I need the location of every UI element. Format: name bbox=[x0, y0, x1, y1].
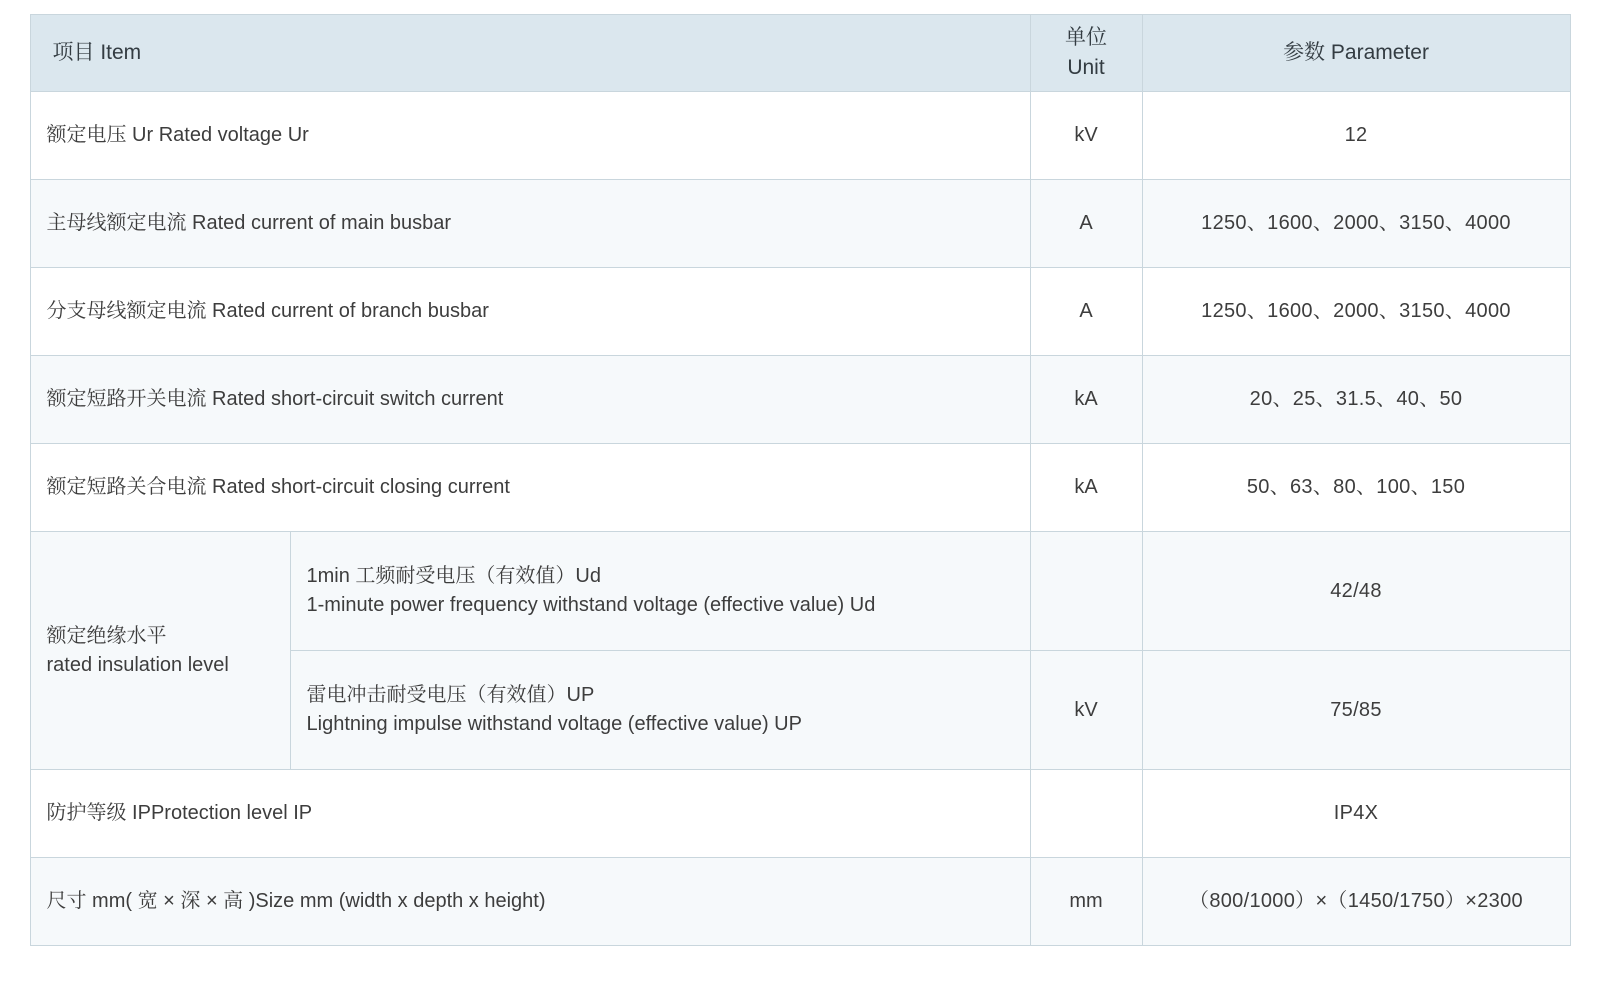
subitem-en: Lightning impulse withstand voltage (effective value) UP bbox=[306, 713, 802, 735]
table-row bbox=[30, 356, 1570, 444]
row-unit: A bbox=[1030, 268, 1142, 356]
header-parameter: 参数 Parameter bbox=[1142, 15, 1570, 92]
row-item: 尺寸 mm( 宽 × 深 × 高 )Size mm (width x depth x height) bbox=[30, 858, 1030, 946]
row-unit: kA bbox=[1030, 356, 1142, 444]
subitem-cn: 1min 工频耐受电压（有效值）Ud bbox=[306, 565, 601, 587]
specification-table bbox=[30, 14, 1571, 946]
header-item: 项目 Item bbox=[30, 15, 1030, 92]
row-item: 额定短路开关电流 Rated short-circuit switch current bbox=[30, 356, 1030, 444]
row-unit: A bbox=[1030, 180, 1142, 268]
subitem-cn: 雷电冲击耐受电压（有效值）UP bbox=[306, 684, 595, 706]
row-unit: kV bbox=[1030, 651, 1142, 770]
row-unit: kA bbox=[1030, 444, 1142, 532]
table-row bbox=[30, 180, 1570, 268]
row-item: 分支母线额定电流 Rated current of branch busbar bbox=[30, 268, 1030, 356]
table-row bbox=[30, 268, 1570, 356]
row-parameter: 1250、1600、2000、3150、4000 bbox=[1142, 268, 1570, 356]
row-parameter: （800/1000）×（1450/1750）×2300 bbox=[1142, 858, 1570, 946]
row-parameter: 20、25、31.5、40、50 bbox=[1142, 356, 1570, 444]
table-row bbox=[30, 770, 1570, 858]
row-item: 额定短路关合电流 Rated short-circuit closing current bbox=[30, 444, 1030, 532]
row-parameter: 12 bbox=[1142, 92, 1570, 180]
row-subitem bbox=[290, 651, 1030, 770]
row-unit: kV bbox=[1030, 92, 1142, 180]
row-item-insulation bbox=[30, 532, 290, 770]
row-unit bbox=[1030, 532, 1142, 651]
row-subitem bbox=[290, 532, 1030, 651]
table-row bbox=[30, 858, 1570, 946]
row-item: 额定电压 Ur Rated voltage Ur bbox=[30, 92, 1030, 180]
row-parameter: 75/85 bbox=[1142, 651, 1570, 770]
row-item: 主母线额定电流 Rated current of main busbar bbox=[30, 180, 1030, 268]
table-row bbox=[30, 92, 1570, 180]
table-header bbox=[30, 15, 1570, 92]
row-unit bbox=[1030, 770, 1142, 858]
insulation-item-en: rated insulation level bbox=[46, 653, 229, 676]
row-parameter: 1250、1600、2000、3150、4000 bbox=[1142, 180, 1570, 268]
table-row-insulation-1 bbox=[30, 532, 1570, 651]
row-item: 防护等级 IPProtection level IP bbox=[30, 770, 1030, 858]
table-body bbox=[30, 92, 1570, 946]
row-parameter: 50、63、80、100、150 bbox=[1142, 444, 1570, 532]
subitem-en: 1-minute power frequency withstand voltage (effective value) Ud bbox=[306, 594, 876, 616]
row-unit: mm bbox=[1030, 858, 1142, 946]
row-parameter: 42/48 bbox=[1142, 532, 1570, 651]
insulation-item-cn: 额定绝缘水平 bbox=[46, 624, 167, 647]
table-row bbox=[30, 444, 1570, 532]
header-row bbox=[30, 15, 1570, 92]
header-unit: 单位 Unit bbox=[1030, 15, 1142, 92]
row-parameter: IP4X bbox=[1142, 770, 1570, 858]
